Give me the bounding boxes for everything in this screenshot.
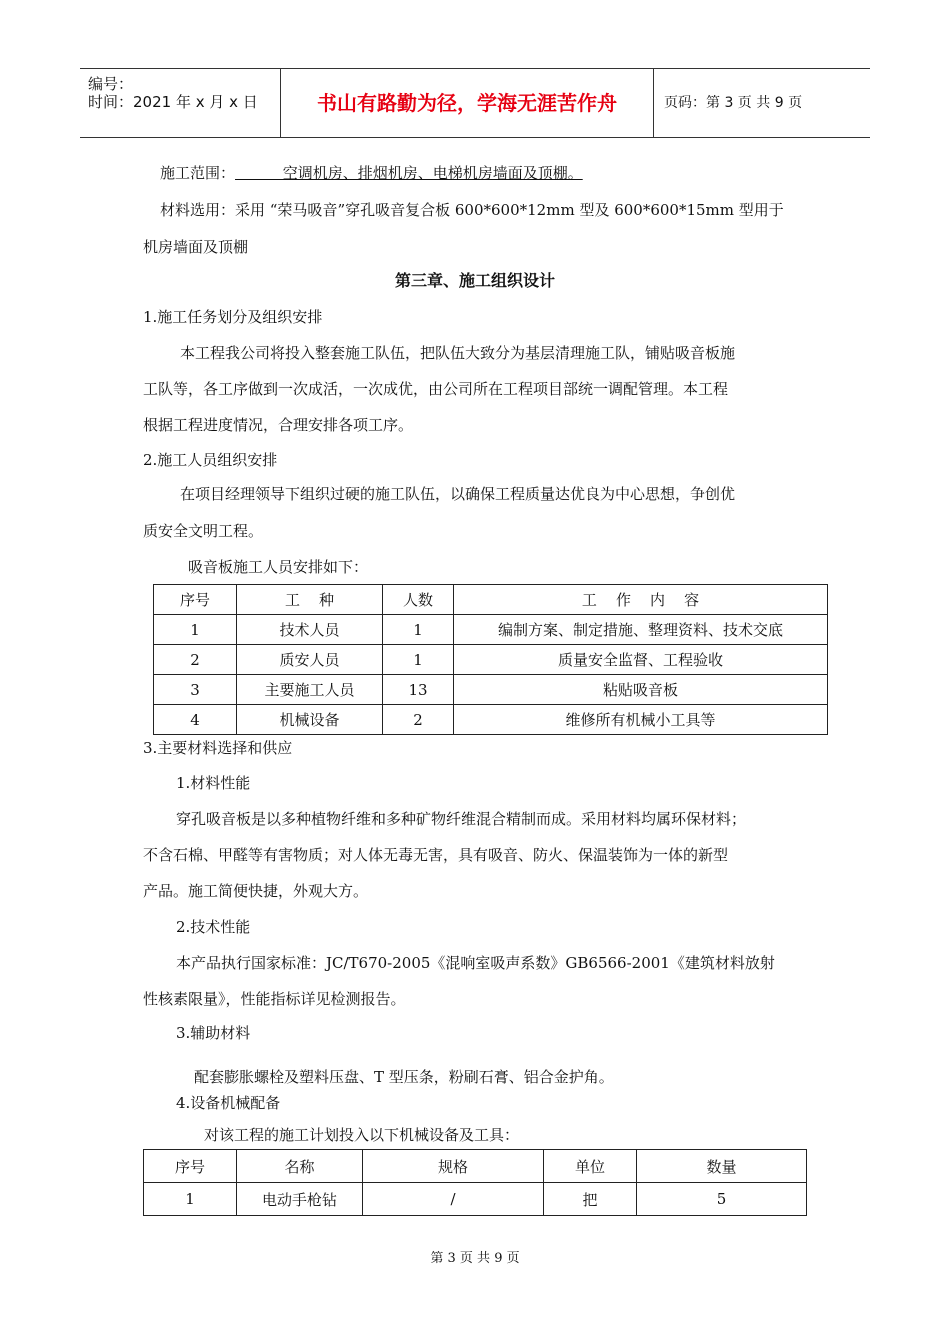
section1-para-line-3: 根据工程进度情况，合理安排各项工序。 <box>143 416 414 434</box>
table-cell: 电动手枪钻 <box>237 1183 363 1216</box>
section3-sub2-heading: 2.技术性能 <box>176 918 251 936</box>
table-cell: 质量安全监督、工程验收 <box>454 645 828 675</box>
table-cell: 3 <box>154 675 237 705</box>
table-cell: 编制方案、制定措施、整理资料、技术交底 <box>454 615 828 645</box>
table-cell: 把 <box>544 1183 637 1216</box>
section3-sub3-line-1: 配套膨胀螺栓及塑料压盘、T 型压条，粉刷石膏、铝合金护角。 <box>194 1068 614 1086</box>
section4-heading: 4.设备机械配备 <box>176 1094 281 1112</box>
table-header-cell: 人数 <box>383 585 454 615</box>
material-line-1: 材料选用：采用 “荣马吸音”穿孔吸音复合板 600*600*12mm 型及 600*600*15mm 型用于 <box>160 201 784 219</box>
table-header-row <box>144 1150 807 1183</box>
section3-sub2-line-2: 性核素限量》，性能指标详见检测报告。 <box>143 990 406 1008</box>
table-cell: / <box>363 1183 544 1216</box>
staff-table <box>153 584 828 735</box>
table-cell: 主要施工人员 <box>237 675 383 705</box>
header-page-number: 页码：第 3 页 共 9 页 <box>664 95 803 111</box>
table-header-cell: 名称 <box>237 1150 363 1183</box>
table-cell: 2 <box>154 645 237 675</box>
table-cell: 5 <box>637 1183 807 1216</box>
table-cell: 机械设备 <box>237 705 383 735</box>
section3-sub3-heading: 3.辅助材料 <box>176 1024 251 1042</box>
section3-sub2-line-1: 本产品执行国家标准：JC/T670-2005《混响室吸声系数》GB6566-2001《建筑材料放射 <box>176 954 775 972</box>
table-cell: 2 <box>383 705 454 735</box>
table-cell: 质安人员 <box>237 645 383 675</box>
table-cell: 技术人员 <box>237 615 383 645</box>
table-cell: 4 <box>154 705 237 735</box>
section3-sub1-line-3: 产品。施工简便快捷，外观大方。 <box>143 882 369 900</box>
table-header-cell: 序号 <box>154 585 237 615</box>
table-row <box>154 675 828 705</box>
table-header-cell: 规格 <box>363 1150 544 1183</box>
chapter-title: 第三章、施工组织设计 <box>394 271 555 290</box>
header-motto: 书山有路勤为径，学海无涯苦作舟 <box>280 69 654 137</box>
table-header-cell: 数量 <box>637 1150 807 1183</box>
material-line-2: 机房墙面及顶棚 <box>143 238 249 256</box>
table-cell: 13 <box>383 675 454 705</box>
staff-table-caption: 吸音板施工人员安排如下： <box>188 558 369 576</box>
page-header <box>80 68 870 138</box>
table-cell: 粘贴吸音板 <box>454 675 828 705</box>
scope-value: 空调机房、排烟机房、电梯机房墙面及顶棚。 <box>235 164 583 182</box>
table-row <box>154 645 828 675</box>
table-row <box>154 705 828 735</box>
section2-para-line-2: 质安全文明工程。 <box>143 522 264 540</box>
section3-sub1-line-2: 不含石棉、甲醛等有害物质；对人体无毒无害，具有吸音、防火、保温装饰为一体的新型 <box>143 846 729 864</box>
scope-label: 施工范围： <box>160 164 236 182</box>
equipment-table-caption: 对该工程的施工计划投入以下机械设备及工具： <box>204 1126 520 1144</box>
header-number: 编号： <box>88 75 134 93</box>
section3-heading: 3.主要材料选择和供应 <box>143 739 293 757</box>
table-header-cell: 工 作 内 容 <box>454 585 828 615</box>
table-header-cell: 序号 <box>144 1150 237 1183</box>
table-cell: 1 <box>154 615 237 645</box>
table-row <box>144 1183 807 1216</box>
table-header-row <box>154 585 828 615</box>
equipment-table <box>143 1149 807 1216</box>
scope-line <box>160 162 583 183</box>
table-header-cell: 工 种 <box>237 585 383 615</box>
section1-para-line-1: 本工程我公司将投入整套施工队伍，把队伍大致分为基层清理施工队，铺贴吸音板施 <box>180 344 736 362</box>
section2-para-line-1: 在项目经理领导下组织过硬的施工队伍，以确保工程质量达优良为中心思想，争创优 <box>180 485 736 503</box>
table-header-cell: 单位 <box>544 1150 637 1183</box>
header-time: 时间：2021 年 x 月 x 日 <box>88 93 258 111</box>
table-row <box>154 615 828 645</box>
section3-sub1-line-1: 穿孔吸音板是以多种植物纤维和多种矿物纤维混合精制而成。采用材料均属环保材料； <box>176 810 747 828</box>
table-cell: 1 <box>383 615 454 645</box>
section1-para-line-2: 工队等，各工序做到一次成活，一次成优，由公司所在工程项目部统一调配管理。本工程 <box>143 380 729 398</box>
table-cell: 1 <box>383 645 454 675</box>
section1-heading: 1.施工任务划分及组织安排 <box>143 308 323 326</box>
section3-sub1-heading: 1.材料性能 <box>176 774 251 792</box>
table-cell: 维修所有机械小工具等 <box>454 705 828 735</box>
page-footer: 第 3 页 共 9 页 <box>430 1251 520 1266</box>
header-meta <box>80 69 280 137</box>
section2-heading: 2.施工人员组织安排 <box>143 451 278 469</box>
table-cell: 1 <box>144 1183 237 1216</box>
